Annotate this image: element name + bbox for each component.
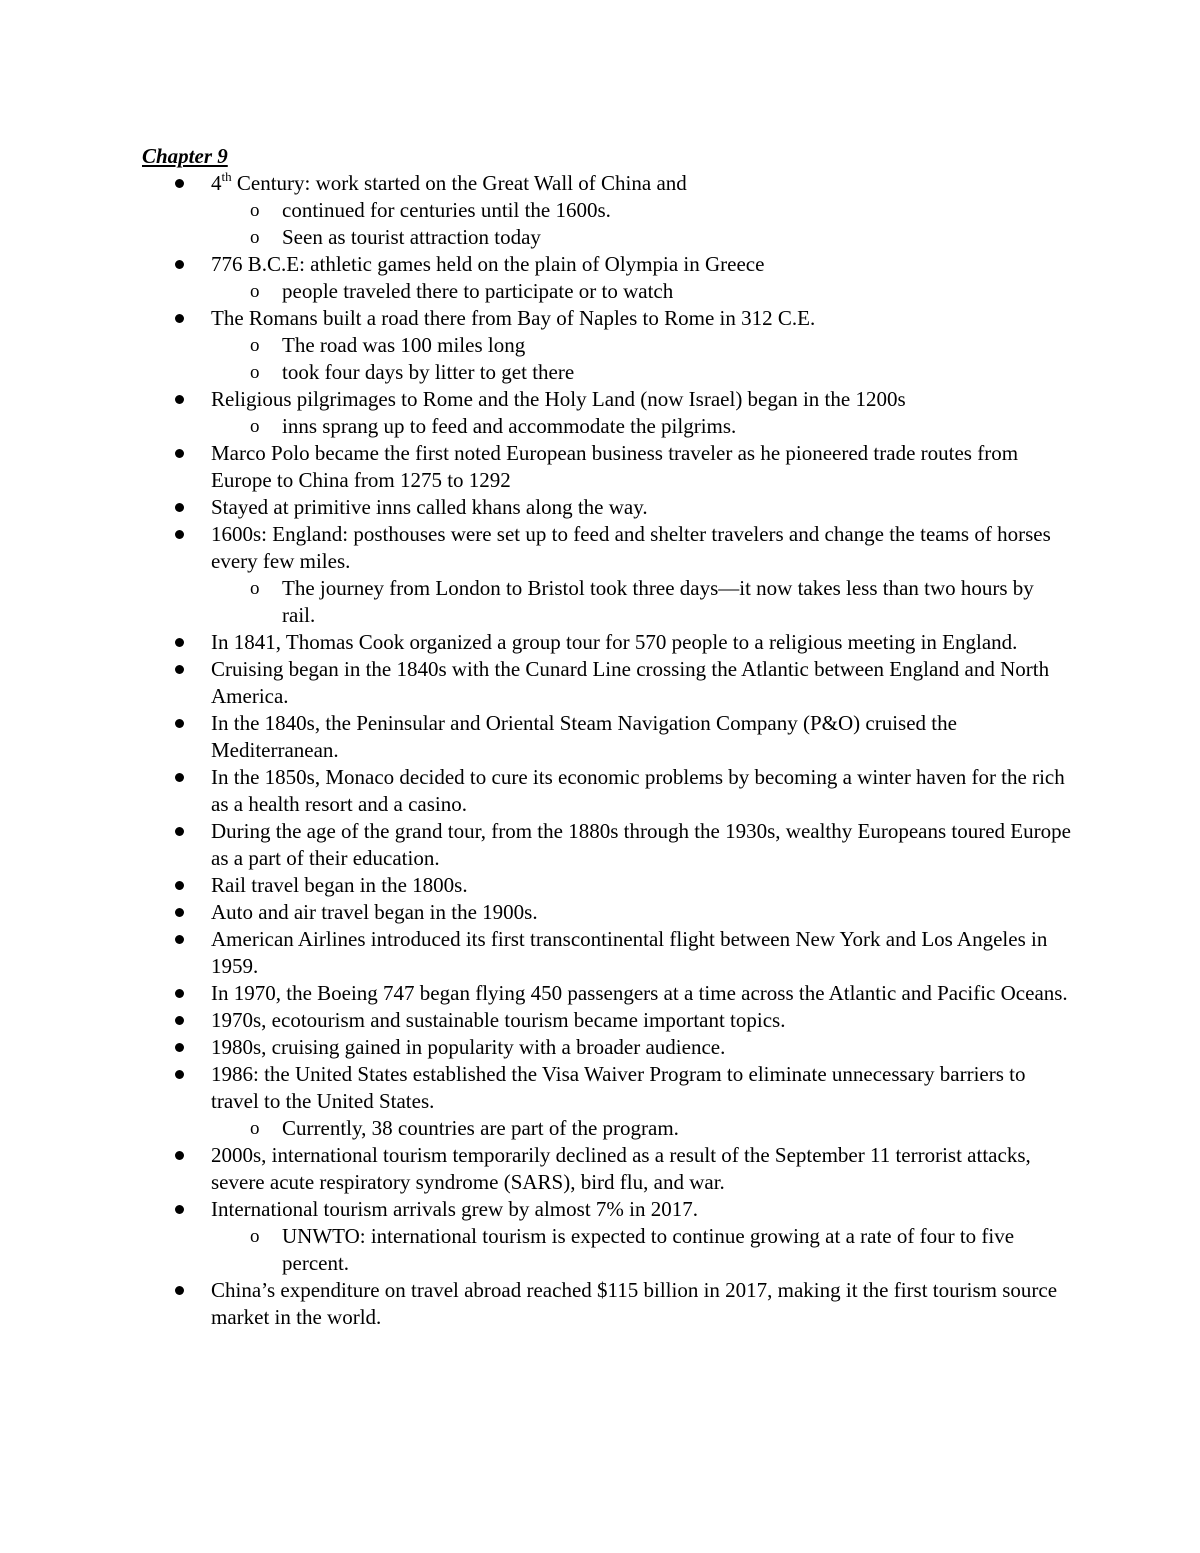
list-item	[0, 170, 1200, 197]
sub-list-item	[0, 359, 1200, 386]
sub-list-item	[0, 413, 1200, 440]
list-item	[0, 656, 1200, 710]
list-item-text: In 1970, the Boeing 747 began flying 450 passengers at a time across the Atlantic and Pacific Oceans.	[211, 981, 1068, 1005]
chapter-heading: Chapter 9	[142, 144, 228, 168]
sub-list-item-text: took four days by litter to get there	[282, 360, 575, 384]
list-item	[0, 1034, 1200, 1061]
sub-list-item-text: Seen as tourist attraction today	[282, 225, 541, 249]
list-item-text: During the age of the grand tour, from the 1880s through the 1930s, wealthy Europeans toured Europe as a part of their education.	[211, 819, 1071, 870]
list-item	[0, 1061, 1200, 1115]
sub-list-item	[0, 575, 1200, 629]
list-item-text: American Airlines introduced its first transcontinental flight between New York and Los Angeles in 1959.	[211, 927, 1048, 978]
sub-bullet-marker: o	[250, 227, 260, 248]
list-item	[0, 710, 1200, 764]
list-item-text: 4th Century: work started on the Great Wall of China and	[211, 169, 687, 195]
sub-bullet-marker: o	[250, 335, 260, 356]
list-item	[0, 899, 1200, 926]
sub-bullet-marker: o	[250, 281, 260, 302]
sub-bullet-marker: o	[250, 200, 260, 221]
sub-bullet-marker: o	[250, 362, 260, 383]
list-item	[0, 1007, 1200, 1034]
list-item-text: Auto and air travel began in the 1900s.	[211, 900, 538, 924]
list-item	[0, 440, 1200, 494]
sub-list-item-text: UNWTO: international tourism is expected to continue growing at a rate of four to five percent.	[282, 1224, 1015, 1275]
sub-list-item	[0, 278, 1200, 305]
sub-bullet-marker: o	[250, 1226, 260, 1247]
list-item-text: Stayed at primitive inns called khans along the way.	[211, 495, 648, 519]
list-item	[0, 764, 1200, 818]
list-item	[0, 1196, 1200, 1223]
list-item-text: In the 1840s, the Peninsular and Oriental Steam Navigation Company (P&O) cruised the Mediterranean.	[211, 711, 957, 762]
list-item-text: Religious pilgrimages to Rome and the Holy Land (now Israel) began in the 1200s	[211, 387, 906, 411]
list-item-text: Marco Polo became the first noted European business traveler as he pioneered trade routes from Europe to China from 1275 to 1292	[211, 441, 1019, 492]
sub-list-item-text: continued for centuries until the 1600s.	[282, 198, 611, 222]
list-item-text: In the 1850s, Monaco decided to cure its economic problems by becoming a winter haven for the rich as a health resort and a casino.	[211, 765, 1065, 816]
list-item-text: In 1841, Thomas Cook organized a group tour for 570 people to a religious meeting in England.	[211, 630, 1018, 654]
list-item	[0, 926, 1200, 980]
sub-list-item-text: inns sprang up to feed and accommodate the pilgrims.	[282, 414, 737, 438]
sub-bullet-marker: o	[250, 416, 260, 437]
list-item-text: 1970s, ecotourism and sustainable tourism became important topics.	[211, 1008, 786, 1032]
bullet-list	[0, 170, 1200, 1331]
sub-list-item-text: The road was 100 miles long	[282, 333, 526, 357]
list-item	[0, 521, 1200, 575]
sub-list-item-text: The journey from London to Bristol took three days—it now takes less than two hours by rail.	[282, 576, 1034, 627]
list-item-text: Cruising began in the 1840s with the Cunard Line crossing the Atlantic between England and North America.	[211, 657, 1050, 708]
list-item-text: 776 B.C.E: athletic games held on the plain of Olympia in Greece	[211, 252, 765, 276]
list-item	[0, 980, 1200, 1007]
list-item	[0, 818, 1200, 872]
list-item-text: Rail travel began in the 1800s.	[211, 873, 468, 897]
sub-list-item-text: people traveled there to participate or to watch	[282, 279, 674, 303]
ordinal-suffix: th	[221, 169, 232, 184]
sub-list-item	[0, 1223, 1200, 1277]
list-item-text: China’s expenditure on travel abroad reached $115 billion in 2017, making it the first tourism source market in the world.	[211, 1278, 1058, 1329]
sub-list-item	[0, 1115, 1200, 1142]
list-item	[0, 386, 1200, 413]
list-item-text: The Romans built a road there from Bay of Naples to Rome in 312 C.E.	[211, 306, 816, 330]
sub-bullet-marker: o	[250, 578, 260, 599]
list-item	[0, 872, 1200, 899]
list-item-text: 1986: the United States established the Visa Waiver Program to eliminate unnecessary barriers to travel to the United States.	[211, 1062, 1026, 1113]
sub-list-item	[0, 332, 1200, 359]
list-item	[0, 305, 1200, 332]
list-item	[0, 494, 1200, 521]
list-item	[0, 629, 1200, 656]
list-item-text: International tourism arrivals grew by almost 7% in 2017.	[211, 1197, 698, 1221]
sub-bullet-marker: o	[250, 1118, 260, 1139]
list-item	[0, 251, 1200, 278]
list-item-text: 2000s, international tourism temporarily declined as a result of the September 11 terrorist attacks, severe acute respiratory syndrome (SARS), bird flu, and war.	[211, 1143, 1031, 1194]
list-item	[0, 1277, 1200, 1331]
list-item-text: 1980s, cruising gained in popularity with a broader audience.	[211, 1035, 726, 1059]
sub-list-item	[0, 224, 1200, 251]
list-item-text: 1600s: England: posthouses were set up to feed and shelter travelers and change the teams of horses every few miles.	[211, 522, 1051, 573]
sub-list-item-text: Currently, 38 countries are part of the program.	[282, 1116, 679, 1140]
list-item	[0, 1142, 1200, 1196]
sub-list-item	[0, 197, 1200, 224]
